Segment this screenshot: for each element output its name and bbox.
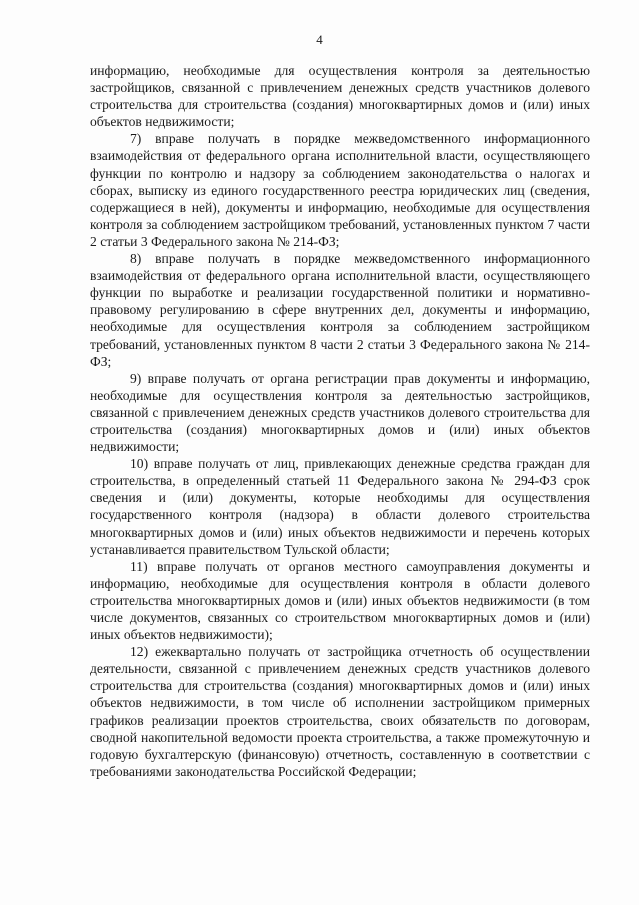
document-body (90, 62, 590, 780)
paragraph-7: 12) ежеквартально получать от застройщика отчетность об осуществлении деятельности, связанной с привлечением денежных средств участников долевого строительства для строительства (создания) многоквартирных домов и (или) иных объектов недвижимости, в том числе об исполнении застройщиком примерных графиков реализации проектов строительства, своих обязательств по договорам, сводной накопительной ведомости проекта строительства, а также промежуточную и годовую бухгалтерскую (финансовую) отчетность, составленную в соответствии с требованиями законодательства Российской Федерации; (90, 644, 590, 779)
paragraph-3: 8) вправе получать в порядке межведомственного информационного взаимодействия от федерального органа исполнительной власти, осуществляющего функции по выработке и реализации государственной политики и нормативно-правовому регулированию в сфере внутренних дел, документы и информацию, необходимые для осуществления контроля за соблюдением застройщиком требований, установленных пунктом 8 части 2 статьи 3 Федерального закона № 214-ФЗ; (90, 251, 590, 369)
paragraph-2: 7) вправе получать в порядке межведомственного информационного взаимодействия от федерального органа исполнительной власти, осуществляющего функции по контролю и надзору за соблюдением законодательства о налогах и сборах, выписку из единого государственного реестра юридических лиц (сведения, содержащиеся в ней), документы и информацию, необходимые для осуществления контроля за соблюдением застройщиком требований, установленных пунктом 7 части 2 статьи 3 Федерального закона № 214-ФЗ; (90, 131, 590, 249)
page-number: 4 (316, 32, 323, 47)
paragraph-5: 10) вправе получать от лиц, привлекающих денежные средства граждан для строительства, в определенный статьей 11 Федерального закона № 294-ФЗ срок сведения и (или) документы, которые необходимы для осуществления государственного контроля (надзора) в области долевого строительства многоквартирных домов и (или) иных объектов недвижимости и перечень которых устанавливается правительством Тульской области; (90, 456, 590, 557)
paragraph-6: 11) вправе получать от органов местного самоуправления документы и информацию, необходимые для осуществления контроля в области долевого строительства многоквартирных домов и (или) иных объектов недвижимости (в том числе документов, связанных со строительством многоквартирных домов и (или) иных объектов недвижимости); (90, 558, 590, 643)
paragraph-4: 9) вправе получать от органа регистрации прав документы и информацию, необходимые для осуществления контроля за деятельностью застройщиков, связанной с привлечением денежных средств участников долевого строительства для строительства (создания) многоквартирных домов и (или) иных объектов недвижимости; (90, 370, 590, 455)
paragraph-1: информацию, необходимые для осуществления контроля за деятельностью застройщиков, связанной с привлечением денежных средств участников долевого строительства для строительства (создания) многоквартирных домов и (или) иных объектов недвижимости; (90, 63, 590, 130)
